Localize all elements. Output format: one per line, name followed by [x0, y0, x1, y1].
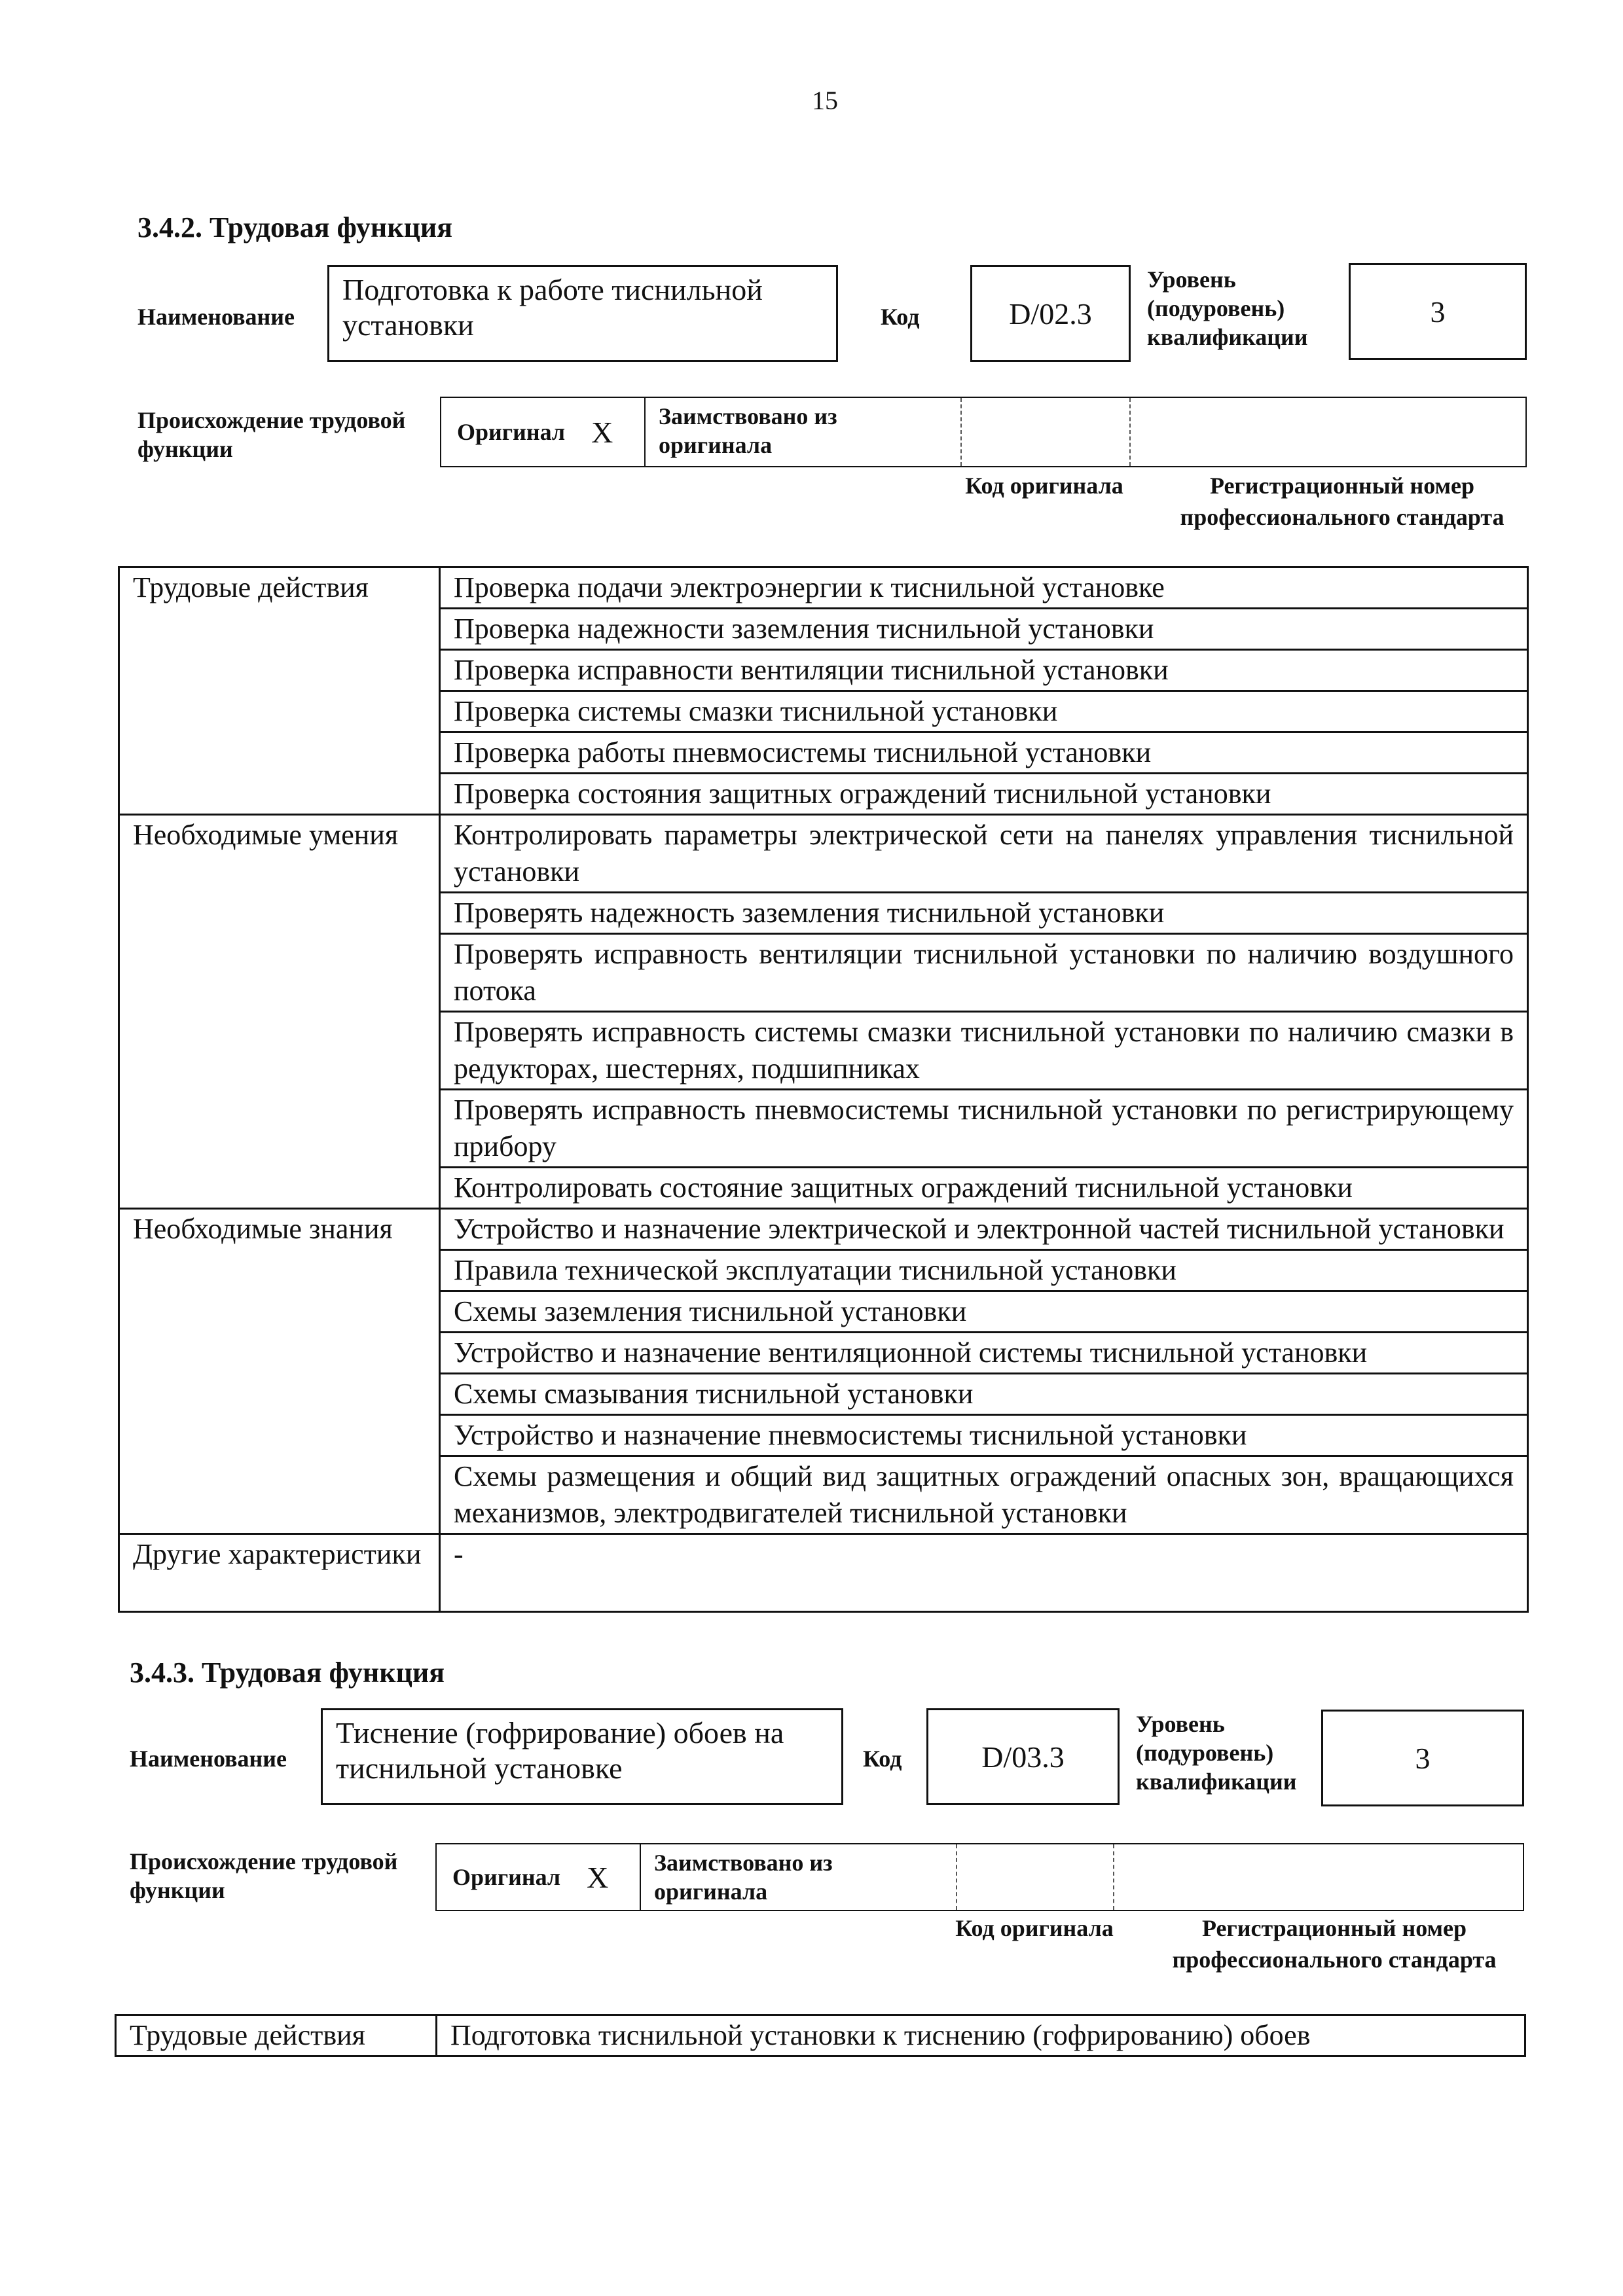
level-box [1321, 1710, 1524, 1806]
function-name: Тиснение (гофрирование) обоев на тиснильной установке [336, 1716, 784, 1785]
table-cell: Контролировать состояние защитных ограждений тиснильной установки [440, 1168, 1528, 1209]
section-title: 3.4.3. Трудовая функция [130, 1657, 445, 1689]
level-value: 3 [1415, 1741, 1431, 1775]
table-row [119, 1209, 1528, 1250]
orig-code-cell [956, 1844, 1113, 1910]
code-box [970, 265, 1131, 362]
table-cell: Правила технической эксплуатации тиснильной установки [440, 1250, 1528, 1291]
original-mark: X [591, 415, 613, 449]
original-cell [437, 1844, 640, 1910]
table-cell: Проверять исправность пневмосистемы тиснильной установки по регистрирующему прибору [440, 1090, 1528, 1168]
borrowed-cell [644, 398, 960, 466]
table-cell: Устройство и назначение вентиляционной системы тиснильной установки [440, 1333, 1528, 1374]
name-label: Наименование [130, 1746, 287, 1772]
original-mark: X [587, 1860, 609, 1894]
table-cell: Проверять исправность вентиляции тиснильной установки по наличию воздушного потока [440, 934, 1528, 1012]
orig-code-caption: Код оригинала [955, 1915, 1114, 1941]
table-row [119, 567, 1528, 609]
table-cell: Проверка подачи электроэнергии к тиснильной установке [440, 567, 1528, 609]
borrowed-label: Заимствовано из оригинала [659, 403, 837, 458]
group-label: Необходимые знания [119, 1209, 440, 1534]
function-name-box [327, 265, 838, 362]
level-label: Уровень (подуровень) квалификации [1136, 1711, 1297, 1795]
origin-row [435, 1843, 1524, 1911]
table-cell: Проверять надежность заземления тиснильной установки [440, 893, 1528, 934]
function-name-box [321, 1708, 843, 1805]
table-cell: - [440, 1534, 1528, 1612]
table-cell: Схемы смазывания тиснильной установки [440, 1374, 1528, 1415]
function-name: Подготовка к работе тиснильной установки [342, 273, 763, 342]
table-cell: Проверка состояния защитных ограждений тиснильной установки [440, 774, 1528, 815]
table-cell: Схемы размещения и общий вид защитных ограждений опасных зон, вращающихся механизмов, электродвигателей тиснильной установки [440, 1456, 1528, 1534]
reg-num-caption: Регистрационный номер профессионального стандарта [1172, 1915, 1497, 1973]
code-label: Код [881, 304, 920, 330]
borrowed-cell [640, 1844, 956, 1910]
reg-number-cell [1113, 1844, 1523, 1910]
orig-code-caption: Код оригинала [965, 473, 1123, 499]
code-box [926, 1708, 1120, 1805]
requirements-table [115, 2014, 1526, 2057]
page-number: 15 [812, 86, 838, 115]
table-cell: Устройство и назначение пневмосистемы тиснильной установки [440, 1415, 1528, 1456]
level-value: 3 [1430, 295, 1446, 329]
table-cell: Контролировать параметры электрической сети на панелях управления тиснильной установки [440, 815, 1528, 893]
orig-code-cell [960, 398, 1129, 466]
table-row [119, 1534, 1528, 1612]
table-cell: Схемы заземления тиснильной установки [440, 1291, 1528, 1333]
original-label: Оригинал [457, 419, 566, 445]
origin-row [440, 397, 1527, 467]
code-value: D/03.3 [981, 1740, 1065, 1774]
origin-label: Происхождение трудовой функции [130, 1848, 398, 1903]
original-cell [441, 398, 644, 466]
table-cell: Проверка работы пневмосистемы тиснильной установки [440, 732, 1528, 774]
table-row [116, 2015, 1525, 2056]
table-cell: Проверка системы смазки тиснильной установки [440, 691, 1528, 732]
origin-label: Происхождение трудовой функции [137, 407, 406, 462]
level-box [1349, 263, 1527, 360]
section-title: 3.4.2. Трудовая функция [137, 211, 453, 243]
table-cell: Проверка надежности заземления тиснильной установки [440, 609, 1528, 650]
table-cell: Подготовка тиснильной установки к тиснению (гофрированию) обоев [437, 2015, 1525, 2056]
group-label: Необходимые умения [119, 815, 440, 1209]
table-row [119, 815, 1528, 893]
group-label: Трудовые действия [116, 2015, 437, 2056]
reg-number-cell [1129, 398, 1525, 466]
requirements-table [118, 566, 1529, 1613]
table-cell: Проверять исправность системы смазки тиснильной установки по наличию смазки в редукторах, шестернях, подшипниках [440, 1012, 1528, 1090]
level-label: Уровень (подуровень) квалификации [1147, 266, 1308, 350]
name-label: Наименование [137, 304, 295, 330]
group-label: Трудовые действия [119, 567, 440, 815]
code-label: Код [863, 1746, 902, 1772]
original-label: Оригинал [452, 1864, 561, 1890]
reg-num-caption: Регистрационный номер профессионального стандарта [1180, 473, 1504, 530]
code-value: D/02.3 [1009, 296, 1092, 331]
table-cell: Проверка исправности вентиляции тиснильной установки [440, 650, 1528, 691]
borrowed-label: Заимствовано из оригинала [654, 1850, 833, 1905]
table-cell: Устройство и назначение электрической и электронной частей тиснильной установки [440, 1209, 1528, 1250]
group-label: Другие характеристики [119, 1534, 440, 1612]
